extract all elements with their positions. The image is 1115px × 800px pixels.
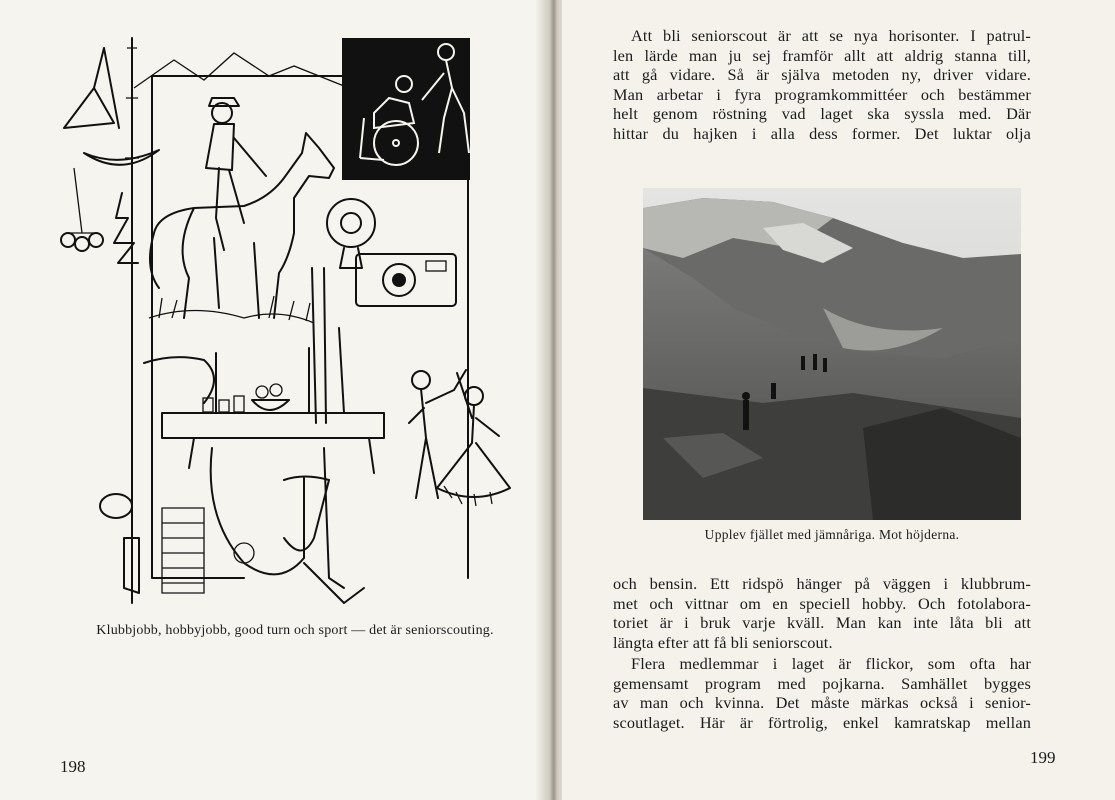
mountain-photo	[643, 188, 1021, 520]
text-line: av man och kvinna. Det måste märkas också i senior-	[613, 693, 1031, 713]
text-line: längta efter att få bli seniorscout.	[613, 632, 833, 652]
page-number-left: 198	[60, 757, 86, 776]
illustration-caption: Klubbjobb, hobbyjobb, good turn och sport — det är seniorscouting.	[96, 623, 494, 638]
text-line: helt genom röstning vad laget ska syssla med. Där	[613, 104, 1031, 124]
text-line: och bensin. Ett ridspö hänger på väggen i klubbrum-	[613, 574, 1031, 593]
text-line: met och vittnar om en speciell hobby. Och fotolabora-	[613, 593, 1031, 613]
text-line: Man arbetar i fyra programkommittéer och bestämmer	[613, 84, 1031, 104]
text-line: hittar du hajken i alla dess former. Det luktar olja	[613, 123, 1031, 143]
paragraph-bottom	[613, 654, 1031, 732]
page-number-right: 199	[1030, 748, 1056, 767]
text-line: len lärde man ju sej framför allt att aldrig stanna till,	[613, 45, 1031, 65]
photo-caption: Upplev fjället med jämnåriga. Mot höjderna.	[704, 527, 960, 542]
paragraph-middle	[613, 574, 1031, 652]
scouting-illustration	[44, 18, 534, 618]
text-line: Flera medlemmar i laget är flickor, som ofta har	[631, 654, 1031, 673]
paragraph-top	[613, 26, 1031, 144]
text-line: scoutlaget. Här är förtrolig, enkel kamratskap mellan	[613, 712, 1031, 732]
text-line: att gå vidare. Så är själva metoden ny, driver vidare.	[613, 65, 1031, 85]
text-line: gemensamt program med pojkarna. Samhället bygges	[613, 673, 1031, 693]
text-line: Att bli seniorscout är att se nya horisonter. I patrul-	[631, 26, 1031, 45]
text-line: toriet är i bruk varje kväll. Man kan inte låta bli att	[613, 613, 1031, 633]
